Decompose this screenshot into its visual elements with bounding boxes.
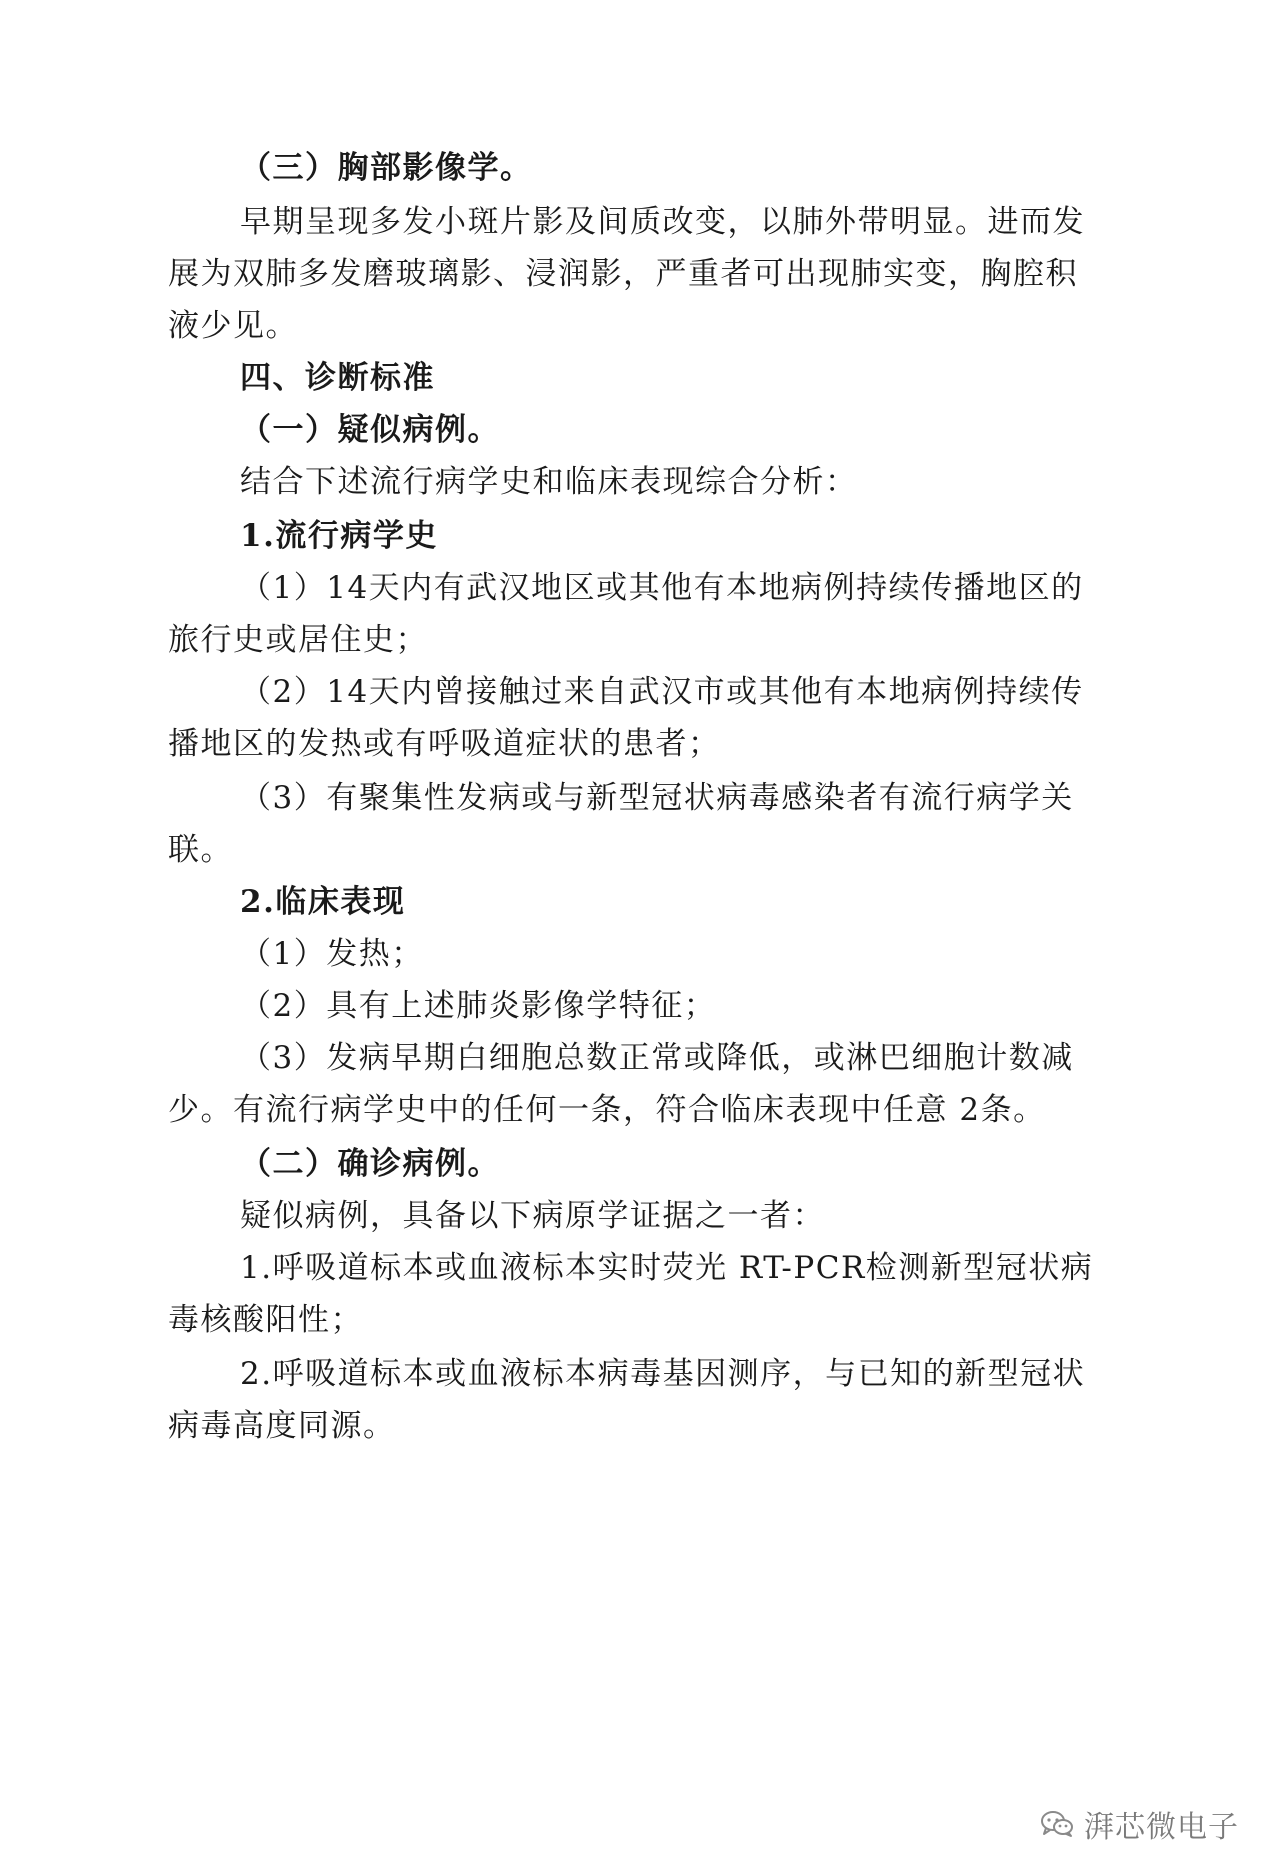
paragraph-line: 疑似病例，具备以下病原学证据之一者： <box>240 1198 825 1234</box>
item-heading-clinical: 2.临床表现 <box>240 884 406 920</box>
list-item: （1）发热； <box>240 936 424 972</box>
list-item: （3）有聚集性发病或与新型冠状病毒感染者有流行病学关 <box>240 780 1074 816</box>
paragraph-line: 液少见。 <box>168 308 298 344</box>
item-heading-epidemiology: 1.流行病学史 <box>240 518 438 554</box>
list-item-continuation: 毒核酸阳性； <box>168 1302 363 1338</box>
wechat-icon <box>1040 1810 1074 1838</box>
paragraph-line: 结合下述流行病学史和临床表现综合分析： <box>240 464 858 500</box>
list-item: （2）具有上述肺炎影像学特征； <box>240 988 717 1024</box>
subsection-heading-suspected-case: （一）疑似病例。 <box>240 412 500 448</box>
list-item-continuation: 联。 <box>168 832 233 868</box>
list-item: （3）发病早期白细胞总数正常或降低，或淋巴细胞计数减 <box>240 1040 1074 1076</box>
list-item-continuation: 少。有流行病学史中的任何一条，符合临床表现中任意 2条。 <box>168 1092 1046 1128</box>
list-item: 1.呼吸道标本或血液标本实时荧光 RT-PCR检测新型冠状病 <box>240 1250 1094 1286</box>
list-item-continuation: 播地区的发热或有呼吸道症状的患者； <box>168 726 721 762</box>
list-item: （2）14天内曾接触过来自武汉市或其他有本地病例持续传 <box>240 674 1084 710</box>
list-item-continuation: 病毒高度同源。 <box>168 1408 396 1444</box>
section-heading-chest-imaging: （三）胸部影像学。 <box>240 150 533 186</box>
list-item: 2.呼吸道标本或血液标本病毒基因测序，与已知的新型冠状 <box>240 1356 1086 1392</box>
list-item: （1）14天内有武汉地区或其他有本地病例持续传播地区的 <box>240 570 1084 606</box>
list-item-continuation: 旅行史或居住史； <box>168 622 428 658</box>
paragraph-line: 早期呈现多发小斑片影及间质改变，以肺外带明显。进而发 <box>240 204 1085 240</box>
watermark-text: 湃芯微电子 <box>1084 1810 1239 1845</box>
paragraph-line: 展为双肺多发磨玻璃影、浸润影，严重者可出现肺实变，胸腔积 <box>168 256 1078 292</box>
subsection-heading-confirmed-case: （二）确诊病例。 <box>240 1146 500 1182</box>
section-heading-diagnosis-criteria: 四、诊断标准 <box>240 360 435 396</box>
watermark <box>1040 1802 1239 1846</box>
